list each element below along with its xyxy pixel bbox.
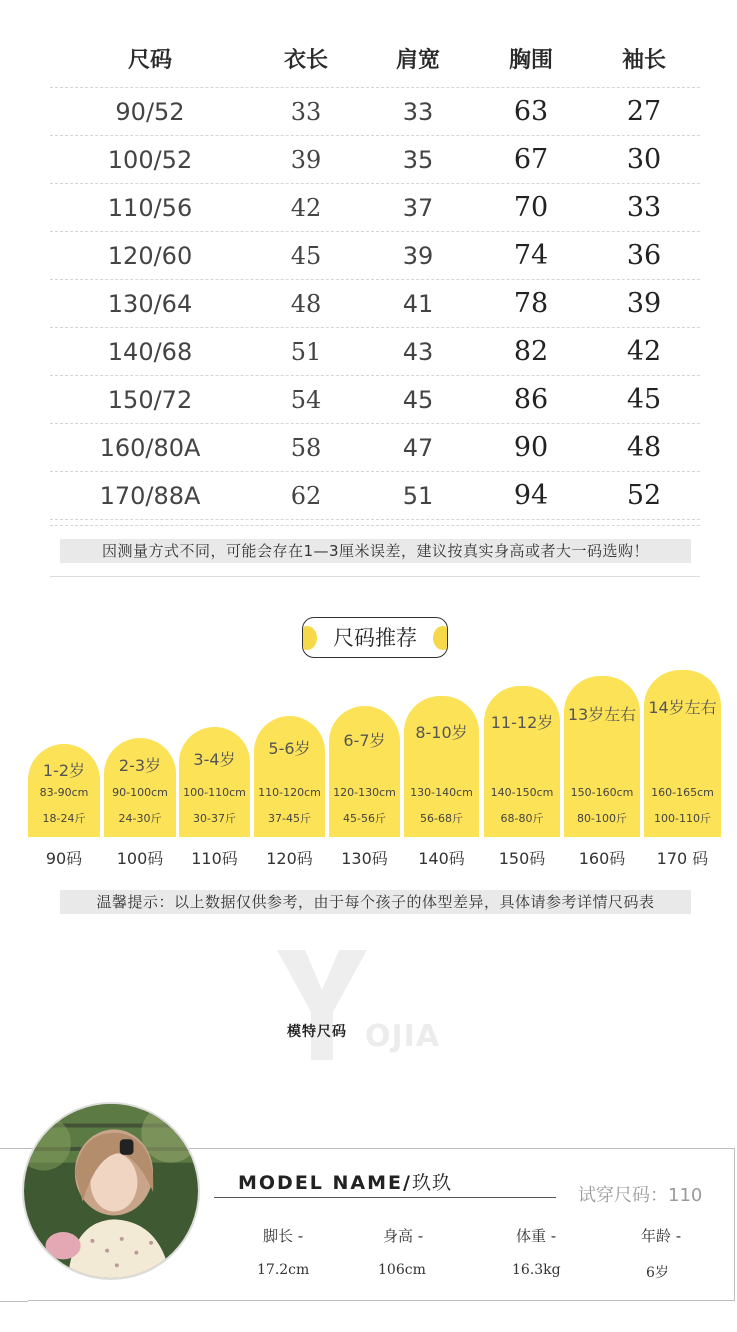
size-recommend-card xyxy=(179,727,250,837)
shoulder-cell: 41 xyxy=(402,289,434,318)
shoulder-cell: 47 xyxy=(402,433,434,462)
weight-range: 45-56斤 xyxy=(343,812,386,825)
sleeve-cell: 30 xyxy=(626,144,662,175)
size-cell: 110/56 xyxy=(107,193,193,222)
sleeve-cell: 27 xyxy=(626,96,662,127)
chest-cell: 90 xyxy=(513,432,549,463)
size-recommend-card xyxy=(484,686,560,837)
sleeve-cell: 48 xyxy=(626,432,662,463)
shoulder-cell: 37 xyxy=(402,193,434,222)
height-range: 120-130cm xyxy=(333,786,396,799)
stat-value-age: 6岁 xyxy=(646,1265,669,1281)
size-recommend-card xyxy=(404,696,479,837)
length-cell: 42 xyxy=(290,193,322,222)
table-row xyxy=(50,328,700,376)
chest-cell: 70 xyxy=(513,192,549,223)
length-cell: 54 xyxy=(290,385,322,414)
weight-range: 37-45斤 xyxy=(268,812,311,825)
stat-label-age: 年龄 - xyxy=(641,1227,682,1245)
age-range: 14岁左右 xyxy=(648,698,717,717)
sleeve-cell: 52 xyxy=(626,480,662,511)
shoulder-cell: 35 xyxy=(402,145,434,174)
age-range: 3-4岁 xyxy=(193,750,236,769)
age-range: 2-3岁 xyxy=(118,756,162,775)
size-cell: 100/52 xyxy=(107,145,193,174)
size-recommend-card xyxy=(644,670,721,837)
table-row xyxy=(50,376,700,424)
size-recommend-card xyxy=(329,706,400,837)
size-cell: 170/88A xyxy=(99,481,201,510)
chest-cell: 94 xyxy=(513,480,549,511)
sleeve-cell: 45 xyxy=(626,384,662,415)
chest-cell: 63 xyxy=(513,96,549,127)
table-divider xyxy=(50,520,700,526)
size-label: 100码 xyxy=(116,849,164,868)
stat-value-foot: 17.2cm xyxy=(257,1262,310,1278)
size-label: 120码 xyxy=(266,849,313,868)
size-recommend-card xyxy=(564,676,640,837)
size-label: 110码 xyxy=(191,849,238,868)
model-photo-image xyxy=(24,1104,198,1278)
length-cell: 33 xyxy=(290,97,322,126)
height-range: 140-150cm xyxy=(490,786,554,799)
sleeve-cell: 33 xyxy=(626,192,662,223)
table-row xyxy=(50,472,700,520)
size-cell: 150/72 xyxy=(107,385,193,414)
stat-value-height: 106cm xyxy=(378,1262,426,1278)
weight-range: 18-24斤 xyxy=(42,812,86,825)
age-range: 8-10岁 xyxy=(415,723,468,742)
stat-value-weight: 16.3kg xyxy=(512,1262,561,1278)
length-cell: 51 xyxy=(290,337,322,366)
size-label: 140码 xyxy=(418,849,465,868)
height-range: 90-100cm xyxy=(112,786,168,799)
shoulder-cell: 43 xyxy=(402,337,434,366)
weight-range: 100-110斤 xyxy=(654,812,711,825)
table-row xyxy=(50,88,700,136)
header-size: 尺码 xyxy=(127,48,172,73)
height-range: 160-165cm xyxy=(651,786,714,799)
weight-range: 80-100斤 xyxy=(577,812,627,825)
model-section-title: 模特尺码 xyxy=(287,1024,347,1040)
size-cell: 140/68 xyxy=(107,337,193,366)
chest-cell: 78 xyxy=(513,288,549,319)
model-name-underline xyxy=(214,1197,556,1198)
brand-watermark-logo xyxy=(277,950,367,1060)
header-shoulder: 肩宽 xyxy=(395,48,440,73)
length-cell: 48 xyxy=(290,289,322,318)
sleeve-cell: 39 xyxy=(626,288,662,319)
height-range: 110-120cm xyxy=(258,786,321,799)
size-label: 160码 xyxy=(578,849,626,868)
size-recommend-card xyxy=(28,744,100,837)
model-name xyxy=(238,1168,452,1195)
tip-note: 温馨提示：以上数据仅供参考，由于每个孩子的体型差异，具体请参考详情尺码表 xyxy=(60,890,691,914)
header-chest: 胸围 xyxy=(508,48,553,73)
age-range: 11-12岁 xyxy=(490,713,554,732)
shoulder-cell: 33 xyxy=(402,97,434,126)
size-label: 130码 xyxy=(341,849,388,868)
weight-range: 56-68斤 xyxy=(420,812,463,825)
chest-cell: 86 xyxy=(513,384,549,415)
table-row xyxy=(50,136,700,184)
chest-cell: 82 xyxy=(513,336,549,367)
header-sleeve: 袖长 xyxy=(621,48,666,73)
brand-watermark-text: OJIA xyxy=(365,1019,441,1054)
measurement-note: 因测量方式不同，可能会存在1—3厘米误差，建议按真实身高或者大一码选购！ xyxy=(60,539,691,563)
height-range: 100-110cm xyxy=(183,786,246,799)
table-row xyxy=(50,280,700,328)
height-range: 150-160cm xyxy=(570,786,634,799)
shoulder-cell: 45 xyxy=(402,385,434,414)
table-row xyxy=(50,232,700,280)
weight-range: 30-37斤 xyxy=(193,812,236,825)
sleeve-cell: 42 xyxy=(626,336,662,367)
stat-label-weight: 体重 - xyxy=(516,1227,557,1245)
weight-range: 24-30斤 xyxy=(118,812,162,825)
shoulder-cell: 51 xyxy=(402,481,434,510)
chest-cell: 74 xyxy=(513,240,549,271)
length-cell: 62 xyxy=(290,481,322,510)
weight-range: 68-80斤 xyxy=(500,812,544,825)
stat-label-height: 身高 - xyxy=(383,1227,424,1245)
size-cell: 160/80A xyxy=(99,433,201,462)
table-header xyxy=(50,30,700,88)
age-range: 5-6岁 xyxy=(268,739,311,758)
size-cell: 90/52 xyxy=(115,97,185,126)
stat-label-foot: 脚长 - xyxy=(263,1227,304,1245)
size-recommend-card xyxy=(254,716,325,837)
size-recommend-card xyxy=(104,738,176,837)
size-cell: 130/64 xyxy=(107,289,193,318)
age-range: 13岁左右 xyxy=(567,705,637,724)
age-range: 1-2岁 xyxy=(42,761,86,780)
table-body xyxy=(50,88,700,520)
chest-cell: 67 xyxy=(513,144,549,175)
height-range: 130-140cm xyxy=(410,786,473,799)
section-divider xyxy=(50,576,700,577)
trial-size: 试穿尺码：110 xyxy=(578,1185,703,1206)
size-table xyxy=(50,30,700,526)
recommend-title-badge xyxy=(302,617,448,658)
age-range: 6-7岁 xyxy=(343,731,386,750)
size-label: 90码 xyxy=(45,849,83,868)
length-cell: 45 xyxy=(290,241,322,270)
table-row xyxy=(50,424,700,472)
size-cell: 120/60 xyxy=(107,241,193,270)
recommend-title: 尺码推荐 xyxy=(333,626,417,650)
shoulder-cell: 39 xyxy=(402,241,434,270)
sleeve-cell: 36 xyxy=(626,240,662,271)
length-cell: 39 xyxy=(290,145,322,174)
model-name-label: MODEL NAME/ xyxy=(238,1172,412,1194)
length-cell: 58 xyxy=(290,433,322,462)
model-photo xyxy=(22,1102,200,1280)
model-name-value: 玖玖 xyxy=(411,1172,452,1194)
header-length: 衣长 xyxy=(283,48,328,73)
height-range: 83-90cm xyxy=(39,786,89,799)
size-label: 150码 xyxy=(498,849,546,868)
model-card-border-bottom xyxy=(0,1301,28,1302)
table-row xyxy=(50,184,700,232)
model-card-border xyxy=(0,1148,28,1149)
size-label: 170 码 xyxy=(656,849,709,868)
